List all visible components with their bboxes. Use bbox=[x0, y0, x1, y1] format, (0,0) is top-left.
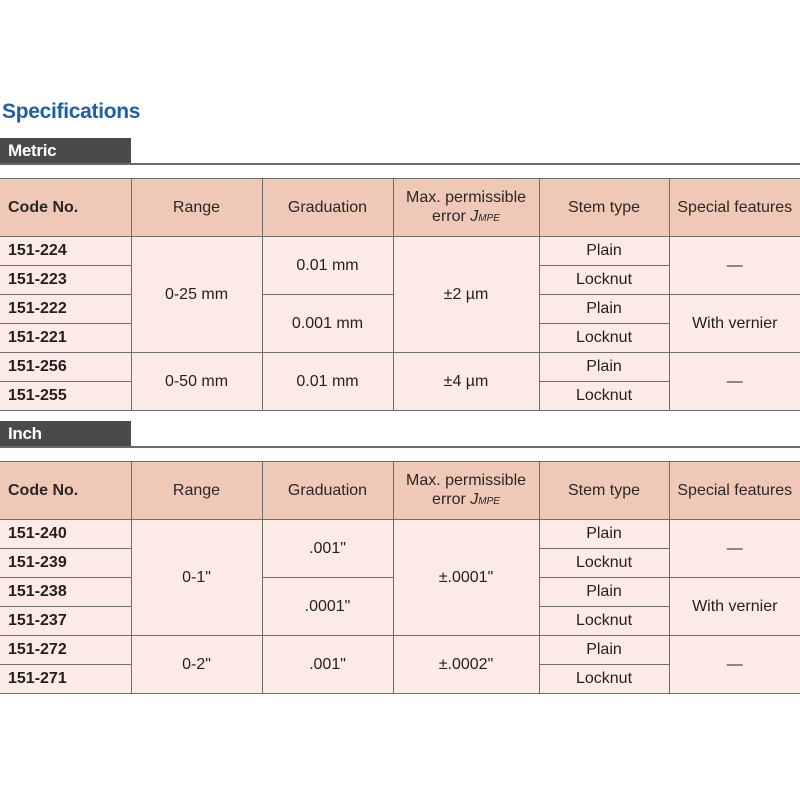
features-cell: — bbox=[669, 237, 800, 295]
table-row bbox=[0, 237, 800, 266]
error-header-j: J bbox=[470, 207, 479, 225]
features-cell: — bbox=[669, 520, 800, 578]
code-cell: 151-255 bbox=[0, 382, 131, 411]
error-header-line1: Max. permissible bbox=[405, 471, 527, 489]
inch-section-tab bbox=[0, 421, 800, 448]
code-cell: 151-223 bbox=[0, 266, 131, 295]
graduation-cell: .001" bbox=[262, 636, 393, 694]
inch-tab-label: Inch bbox=[0, 421, 131, 447]
range-cell: 0-50 mm bbox=[131, 353, 262, 411]
features-cell: — bbox=[669, 353, 800, 411]
error-cell: ±4 µm bbox=[393, 353, 539, 411]
page-title: Specifications bbox=[2, 100, 141, 123]
error-header-j: J bbox=[470, 490, 479, 508]
stem-cell: Plain bbox=[539, 520, 669, 549]
graduation-cell: .001" bbox=[262, 520, 393, 578]
metric-spec-table bbox=[0, 178, 800, 411]
code-cell: 151-272 bbox=[0, 636, 131, 665]
error-column-header bbox=[393, 462, 539, 520]
error-header-sub: MPE bbox=[478, 495, 500, 507]
table-row bbox=[0, 636, 800, 665]
code-column-header: Code No. bbox=[0, 462, 131, 520]
table-header-row bbox=[0, 462, 800, 520]
code-cell: 151-238 bbox=[0, 578, 131, 607]
features-column-header: Special features bbox=[669, 462, 800, 520]
features-cell: — bbox=[669, 636, 800, 694]
graduation-column-header: Graduation bbox=[262, 179, 393, 237]
metric-tab-label: Metric bbox=[0, 138, 131, 164]
table-header-row bbox=[0, 179, 800, 237]
graduation-cell: 0.001 mm bbox=[262, 295, 393, 353]
stem-cell: Plain bbox=[539, 578, 669, 607]
stem-cell: Plain bbox=[539, 636, 669, 665]
range-cell: 0-25 mm bbox=[131, 237, 262, 353]
error-header-line2: error bbox=[432, 207, 471, 225]
section-divider bbox=[0, 446, 800, 448]
table-row bbox=[0, 520, 800, 549]
stem-cell: Locknut bbox=[539, 382, 669, 411]
code-cell: 151-224 bbox=[0, 237, 131, 266]
code-column-header: Code No. bbox=[0, 179, 131, 237]
range-column-header: Range bbox=[131, 179, 262, 237]
code-cell: 151-256 bbox=[0, 353, 131, 382]
table-row bbox=[0, 353, 800, 382]
error-cell: ±.0001" bbox=[393, 520, 539, 636]
features-cell: With vernier bbox=[669, 578, 800, 636]
stem-column-header: Stem type bbox=[539, 462, 669, 520]
code-cell: 151-221 bbox=[0, 324, 131, 353]
code-cell: 151-271 bbox=[0, 665, 131, 694]
code-cell: 151-237 bbox=[0, 607, 131, 636]
stem-cell: Locknut bbox=[539, 324, 669, 353]
error-cell: ±.0002" bbox=[393, 636, 539, 694]
code-cell: 151-239 bbox=[0, 549, 131, 578]
stem-cell: Locknut bbox=[539, 607, 669, 636]
range-cell: 0-2" bbox=[131, 636, 262, 694]
range-column-header: Range bbox=[131, 462, 262, 520]
graduation-cell: .0001" bbox=[262, 578, 393, 636]
stem-cell: Plain bbox=[539, 353, 669, 382]
graduation-column-header: Graduation bbox=[262, 462, 393, 520]
inch-spec-table bbox=[0, 461, 800, 694]
features-cell: With vernier bbox=[669, 295, 800, 353]
stem-cell: Locknut bbox=[539, 549, 669, 578]
error-cell: ±2 µm bbox=[393, 237, 539, 353]
stem-cell: Plain bbox=[539, 295, 669, 324]
stem-cell: Plain bbox=[539, 237, 669, 266]
error-column-header bbox=[393, 179, 539, 237]
error-header-sub: MPE bbox=[478, 212, 500, 224]
stem-cell: Locknut bbox=[539, 665, 669, 694]
graduation-cell: 0.01 mm bbox=[262, 237, 393, 295]
stem-cell: Locknut bbox=[539, 266, 669, 295]
metric-section-tab bbox=[0, 138, 800, 165]
range-cell: 0-1" bbox=[131, 520, 262, 636]
code-cell: 151-240 bbox=[0, 520, 131, 549]
code-cell: 151-222 bbox=[0, 295, 131, 324]
error-header-line2: error bbox=[432, 490, 471, 508]
section-divider bbox=[0, 163, 800, 165]
graduation-cell: 0.01 mm bbox=[262, 353, 393, 411]
stem-column-header: Stem type bbox=[539, 179, 669, 237]
features-column-header: Special features bbox=[669, 179, 800, 237]
error-header-line1: Max. permissible bbox=[405, 188, 527, 206]
